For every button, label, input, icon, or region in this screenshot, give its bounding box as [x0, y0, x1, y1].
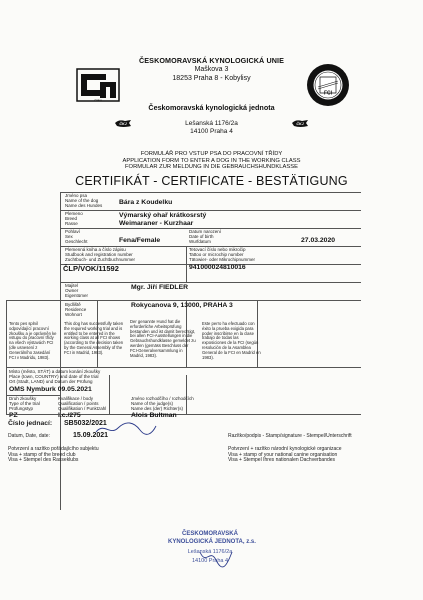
- studbook-label: Plemenná kniha a číslo zápisu Studbook and registration number Zuchtbuch- und Zuchtbuchnummer: [65, 247, 136, 263]
- dob-value: 27.03.2020: [301, 237, 336, 244]
- statement-cz: Tento pes splnil odpovídající pracovní zkoušku a je oprávněn ke vstupu do pracovní třídy na všech výstavách FCI (dle usnesení z Generálního zasedání FCI v Madridu, 1983).: [9, 321, 57, 360]
- residence-label: Bydliště Residence Wohnort: [65, 302, 87, 318]
- ref-label: Číslo jednací:: [8, 420, 53, 427]
- stamp-line2: KYNOLOGICKÁ JEDNOTA, z.s.: [168, 539, 256, 545]
- qualification-label: Kvalifikace / body Qualification / points Qualifikation / Punktzahl: [58, 396, 107, 412]
- sex-value: Fena/Female: [119, 237, 161, 244]
- form-title-de: FORMULAR ZUR MELDUNG IN DIE GEBRAUCHSHUNDKLASSE: [125, 164, 298, 171]
- ref-value: SB5032/2021: [64, 420, 107, 427]
- org-name: ČESKOMORAVSKÁ KYNOLOGICKÁ UNIE: [138, 56, 285, 65]
- form-title-en: APPLICATION FORM TO ENTER A DOG IN THE WORKING CLASS: [122, 157, 301, 164]
- judge-value: Alois Bultman: [131, 412, 177, 419]
- trial-type-label: Druh zkoušky Type of the trial Prüfungstyp: [9, 396, 40, 412]
- stamp-line1: ČESKOMORAVSKÁ: [182, 531, 238, 537]
- dob-label: Datum narození Date of birth Wurfdatum: [189, 229, 222, 245]
- signature-scribble: [94, 420, 158, 438]
- statement-es: Este perro ha efectuado con éxito la prueba exigida para poder inscribirse en la clase trabajo de todas las exposiciones de la FCI (según resolución de la Asamblea General de la FCI en Madrid en 1983).: [202, 321, 261, 360]
- stamp-signature: [196, 546, 236, 572]
- ckj-logo-text: ČKJ: [119, 122, 127, 126]
- owner-label: Majitel Owner Eigentümer: [65, 283, 89, 299]
- statement-de: Der genannte Hund hat die erforderliche Arbeitsprüfung bestanden und ist damit berechtigt, bei allen FCI-Ausstellungen in die Gebrauchshundklasse gemeldet zu werden (gemäss Beschluss der FCI-Generalversammlung in Madrid, 1983).: [130, 319, 196, 358]
- date-label: Datum, Date, date:: [8, 433, 50, 439]
- sex-label: Pohlaví Sex Geschlecht: [65, 229, 88, 245]
- signature-label: Razítko/podpis - Stamp/signature - Stempel/Unterschrift: [228, 433, 352, 439]
- dog-name: Bára z Koudelku: [119, 199, 173, 206]
- form-title: [0, 151, 423, 171]
- club-city: 14100 Praha 4: [190, 128, 233, 135]
- breed-de: Weimaraner - Kurzhaar: [119, 220, 194, 227]
- trial-place-label: Místo (město, STÁT) a datum konání zkoušky Place (town, COUNTRY) and date of the trial Ort (Stadt, LAND) und Datum der Prüfung: [9, 369, 101, 385]
- breed-cz: Výmarský ohař krátkosrstý: [119, 212, 207, 219]
- stamp-line4: 14100 Praha 4: [191, 558, 229, 564]
- judge-label: Jméno rozhodčího / rozhodčích Name of the judge(s) Name des (der) Richter(s): [131, 396, 194, 412]
- studbook-value: ČLP/VOK/11592: [63, 264, 119, 273]
- org-street: Maškova 3: [194, 66, 229, 73]
- residence-value: Rokycanova 9, 13000, PRAHA 3: [131, 302, 233, 309]
- tattoo-value: 941000024810016: [189, 264, 246, 271]
- stamp-line3: Lešanská 1176/2a: [187, 549, 233, 555]
- national-org-confirmation: Potvrzení + razítko národní kynologické organizace Visa + stamp of your national canine organisation Visa + Stempel Ihres nationalen Dachverbandes: [228, 446, 342, 464]
- owner-value: Mgr. Jiří FIEDLER: [131, 284, 189, 291]
- club-name: Českomoravská kynologická jednota: [148, 103, 275, 112]
- club-street: Lešanská 1176/2a: [185, 120, 238, 127]
- trial-place-value: OMS Nymburk 09.05.2021: [9, 386, 92, 393]
- trial-type-value: PZ: [9, 412, 18, 419]
- org-city: 18253 Praha 8 - Kobylisy: [172, 75, 251, 82]
- form-title-cz: FORMULÁŘ PRO VSTUP PSA DO PRACOVNÍ TŘÍDY: [140, 151, 283, 157]
- breed-label: Plemeno Breed Rasse: [65, 211, 83, 227]
- breed-club-confirmation: Potvrzení a razítko pořádajícího subjektu Visa + stamp of the breed club Visa + Stempel des Rasseklubs: [8, 446, 99, 464]
- cmku-logo-text: čmku: [94, 98, 102, 102]
- tattoo-label: Tetovací číslo nebo mikročip Tattoo or microchip number Tätowier- oder Mikrochipnummer: [189, 247, 256, 263]
- certificate-title: CERTIFIKÁT - CERTIFICATE - BESTÄTIGUNG: [75, 174, 348, 188]
- qualification-value: I.c./275: [58, 412, 81, 419]
- fci-logo-text: FCI: [323, 90, 333, 97]
- dog-name-label: Jméno psa Name of the dog Name des Hundes: [65, 193, 103, 209]
- statement-en: This dog has successfully taken the required working trial and is entitled to be entered in the working class at all FCI shows (according to the decision taken by the General Assembly of the FCI in Madrid, 1983).: [64, 321, 124, 355]
- ckj-logo-text: ČKJ: [296, 122, 304, 126]
- date-value: 15.09.2021: [73, 432, 109, 439]
